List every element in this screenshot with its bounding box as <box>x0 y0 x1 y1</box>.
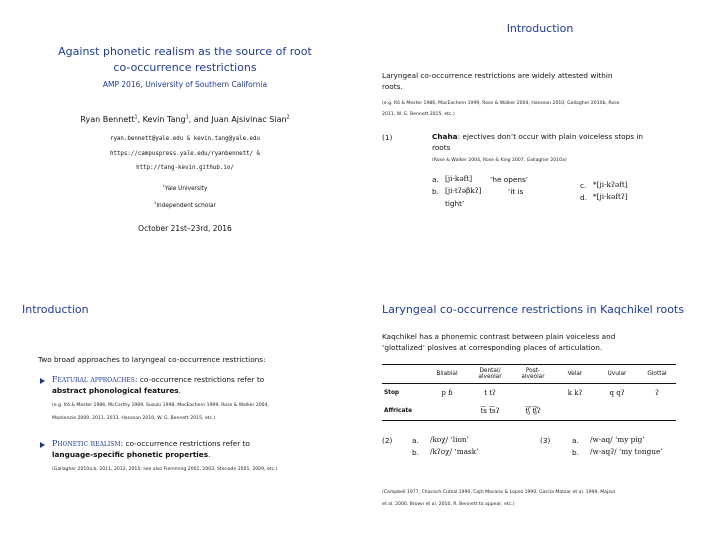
talk-date: October 21st–23rd, 2016 <box>138 224 232 233</box>
table-cell: p ɓ <box>441 389 453 397</box>
author-3-sup: 2 <box>286 115 290 121</box>
featural-citation-2: Mackenzie 2009, 2011, 2013, Hansson 2010, W. G. Bennett 2015, etc.) <box>52 416 216 421</box>
language-name: Chaha <box>432 132 458 141</box>
example-2b: /kʔoχ/ ‘mask’ <box>430 447 479 456</box>
talk-title <box>20 44 350 76</box>
consonant-table <box>382 364 676 421</box>
featural-citation-1: (e.g. Itô & Mester 1986, McCarthy 1989, Suzuki 1998, MacEachern 1999, Rose & Walker 2004, <box>52 403 269 408</box>
example-3a-label: a. <box>572 436 579 445</box>
author-url-1[interactable]: https://campuspress.yale.edu/ryanbennett/ & <box>109 151 261 157</box>
author-url-2[interactable]: http://tang-kevin.github.io/ <box>136 165 234 171</box>
table-cell <box>638 402 676 421</box>
affiliation-2 <box>20 203 350 209</box>
authors <box>20 115 350 124</box>
example-citation: (Rose & Walker 2004, Rose & King 2007, Gallagher 2010a) <box>432 158 567 163</box>
citation-line-1: (Campbell 1977, Chacach Cutzal 1990, Cojtí Macario & Lopez 1990, García Matzar et al. 1999, Majzul <box>382 490 615 495</box>
approach-phonetic <box>52 438 352 460</box>
citation <box>382 489 712 509</box>
author-2: , Kevin Tang <box>137 115 186 124</box>
citation <box>382 100 712 119</box>
frame-title: Introduction <box>22 303 89 316</box>
bullet-triangle-icon <box>40 378 45 384</box>
table-cell <box>512 384 554 403</box>
col-header: Glottal <box>638 365 676 384</box>
featural-bold: abstract phonological features <box>52 386 179 395</box>
affiliation-2-text: Independent scholar <box>156 203 216 209</box>
item-b-gloss-2: tight’ <box>445 199 465 208</box>
table-cell <box>554 402 596 421</box>
featural-end: . <box>178 386 181 395</box>
item-b-label: b. <box>432 187 439 196</box>
item-a-gloss: ‘he opens’ <box>490 175 529 184</box>
example-2a: /koχ/ ‘lion’ <box>430 435 469 444</box>
example-desc-1: : ejectives don’t occur with plain voiceless stops in <box>457 132 644 141</box>
table-cell <box>426 402 468 421</box>
table-header-row <box>382 365 676 384</box>
citation-line-2: 2011, W. G. Bennett 2015, etc.) <box>382 112 455 117</box>
intro-line-2: roots. <box>382 82 403 91</box>
affiliation-1 <box>20 186 350 192</box>
conference-subtitle: AMP 2016, University of Southern California <box>102 80 268 89</box>
col-header: Dental/ alveolar <box>468 365 512 384</box>
kaqchikel-slide <box>360 279 720 557</box>
example-2b-label: b. <box>412 448 419 457</box>
example-desc-2: roots <box>432 143 451 152</box>
col-header: Bilabial <box>426 365 468 384</box>
citation-line-2: et al. 2000, Brown et al. 2010, R. Bennett to appear, etc.) <box>382 502 515 507</box>
table-cell: k kʔ <box>567 389 583 397</box>
example-2-number: (2) <box>382 436 393 445</box>
featural-citation <box>52 402 357 423</box>
citation-line-1: (e.g. Itô & Mester 1986, MacEachern 1999, Rose & Walker 2004, Hansson 2010, Gallagher 2010b, Rose <box>382 101 620 106</box>
frame-title: Introduction <box>506 22 574 35</box>
item-c-form: *[ji-kʔəft] <box>593 180 628 189</box>
example-3a: /w-aq/ ‘my pig’ <box>590 435 645 444</box>
intro-text: Two broad approaches to laryngeal co-occurrence restrictions: <box>38 355 266 364</box>
author-1-sup: 1 <box>134 115 138 121</box>
table-cell: t tʔ <box>484 389 496 397</box>
phonetic-text: co-occurrence restrictions refer to <box>123 439 250 448</box>
frame-title: Laryngeal co-occurrence restrictions in Kaqchikel roots <box>382 303 684 316</box>
author-emails[interactable]: ryan.bennett@yale.edu & kevin.tang@yale.edu <box>109 136 261 142</box>
col-header: Velar <box>554 365 596 384</box>
example-3b-label: b. <box>572 448 579 457</box>
example-2a-label: a. <box>412 436 419 445</box>
table-cell <box>596 402 638 421</box>
intro-text <box>382 70 702 92</box>
featural-text: co-occurrence restrictions refer to <box>137 375 265 384</box>
item-c-label: c. <box>580 181 587 190</box>
example-3-number: (3) <box>540 436 551 445</box>
affiliation-1-text: Yale University <box>164 186 208 192</box>
col-header: Uvular <box>596 365 638 384</box>
intro-line-1: Laryngeal co-occurrence restrictions are widely attested within <box>382 71 613 80</box>
example-number: (1) <box>382 133 393 142</box>
table-cell: t͡ʃ t͡ʃʔ <box>512 402 554 421</box>
featural-heading: Featural approaches: <box>52 375 138 384</box>
col-header: Post- alveolar <box>512 365 554 384</box>
affiliation-1-sup: 1 <box>162 184 165 189</box>
table-row <box>382 402 676 421</box>
title-line-1: Against phonetic realism as the source of root <box>58 45 312 58</box>
intro-slide-chaha <box>360 0 720 278</box>
row-header: Affricate <box>382 402 426 421</box>
item-d-form: *[ji-kəftʔ] <box>593 192 628 201</box>
title-line-2: co-occurrence restrictions <box>113 61 257 74</box>
item-a-label: a. <box>432 175 439 184</box>
table-cell: q qʔ <box>609 389 625 397</box>
item-b-form: [ji-tʔəβkʔ] <box>445 186 482 195</box>
intro-text <box>382 331 712 353</box>
row-header: Stop <box>384 390 400 396</box>
approach-featural <box>52 374 352 396</box>
intro-line-1: Kaqchikel has a phonemic contrast between plain voiceless and <box>382 332 616 341</box>
phonetic-heading: Phonetic realism: <box>52 439 124 448</box>
bullet-triangle-icon <box>40 442 45 448</box>
item-a-form: [ji-kəft] <box>445 174 473 183</box>
phonetic-end: . <box>208 450 211 459</box>
example-header <box>432 131 712 153</box>
phonetic-bold: language-specific phonetic properties <box>52 450 209 459</box>
table-row <box>382 384 676 403</box>
author-2-sup: 1 <box>185 115 189 121</box>
example-3b: /w-aqʔ/ ‘my tongue’ <box>590 447 663 456</box>
affiliation-2-sup: 2 <box>154 201 157 206</box>
intro-slide-approaches <box>0 279 360 557</box>
table-corner <box>382 365 426 384</box>
intro-line-2: ‘glottalized’ plosives at corresponding places of articulation. <box>382 343 603 352</box>
table-cell: ʔ <box>655 389 659 397</box>
title-slide <box>0 0 360 278</box>
author-3: , and Juan Ajsivinac Sian <box>188 115 287 124</box>
table-cell: t͡s t͡sʔ <box>468 402 512 421</box>
item-b-gloss-1: ‘it is <box>508 187 524 196</box>
item-d-label: d. <box>580 193 587 202</box>
author-1: Ryan Bennett <box>80 115 135 124</box>
phonetic-citation: (Gallagher 2010a,b, 2011, 2012, 2015; see also Flemming 2001, 2003, Steriade 2001, 2009, etc.) <box>52 467 278 472</box>
